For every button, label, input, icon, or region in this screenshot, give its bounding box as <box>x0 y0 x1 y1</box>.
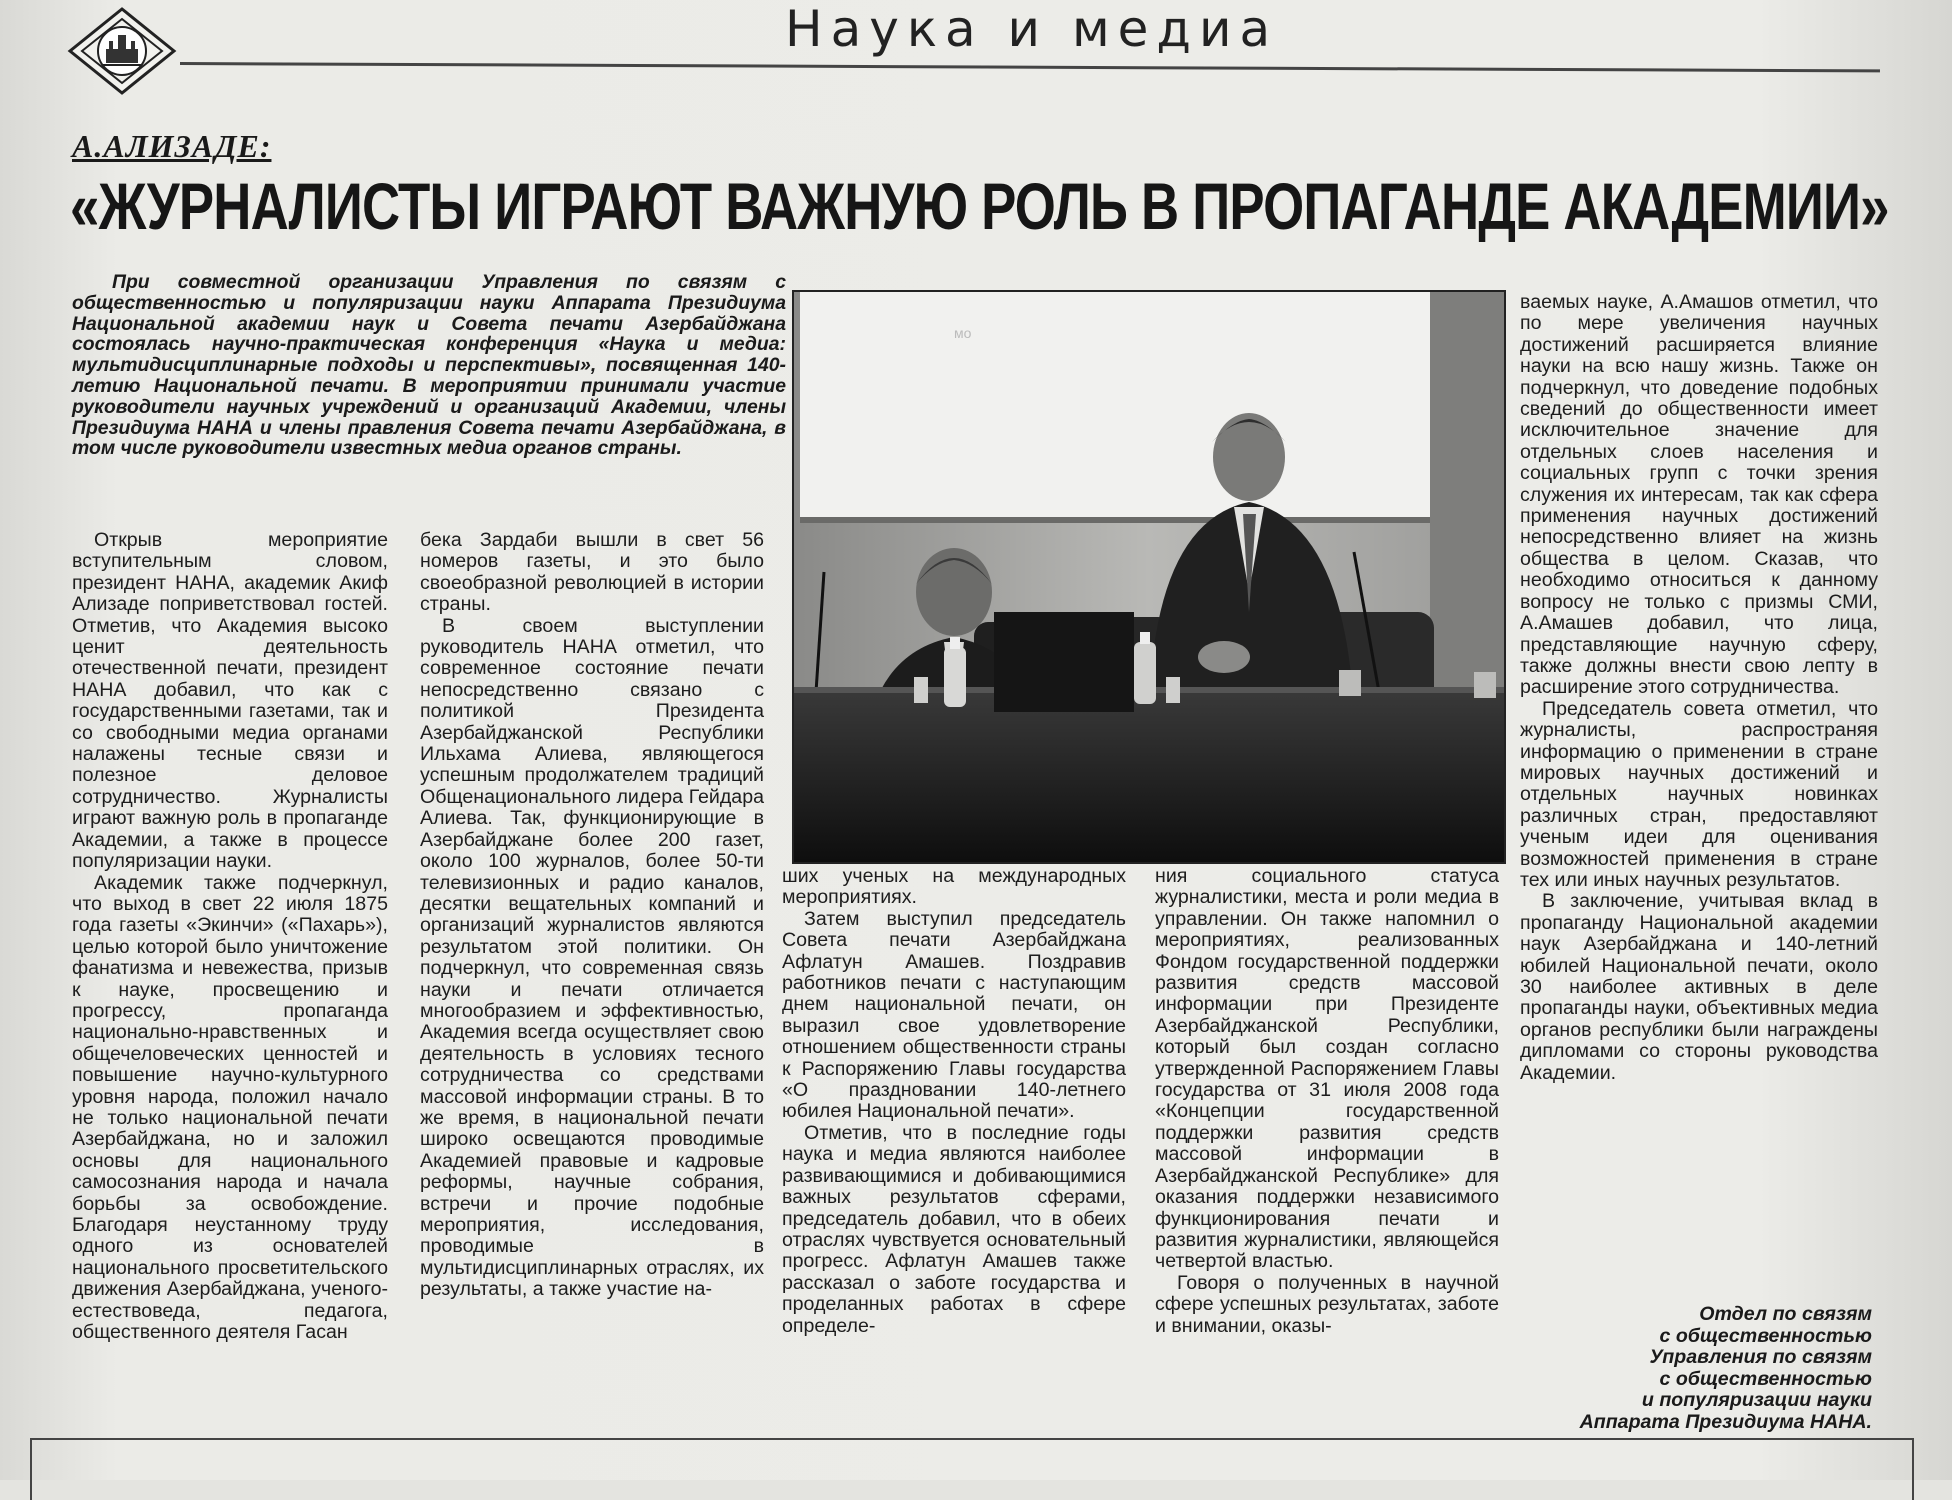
text-column-5 <box>1520 292 1878 1084</box>
paragraph: бека Зардаби вышли в свет 56 номеров газеты, и это было своеобразной революцией в истории страны. <box>420 529 764 616</box>
signature-line: Управления по связям <box>1649 1346 1872 1369</box>
signature-line: Аппарата Президиума НАНА. <box>1579 1410 1872 1433</box>
paragraph: Академик также подчеркнул, что выход в свет 22 июля 1875 года газеты «Экинчи» («Пахарь»), целью которой было уничтожение фанатизма и невежества, призыв к науке, просвещению и прогрессу, пропаганда национально-нравственных и общечеловеческих ценностей и повышение научно-культурного уровня народа, положил начало не только национальной печати Азербайджана, но и заложил основы для национального самосознания народа и начала борьбы за освобождение. Благодаря неустанному труду одного из основателей национального просветительского движения Азербайджана, ученого-естествоведа, педагога, общественного деятеля Гасан <box>72 871 388 1344</box>
text-column-3 <box>782 866 1126 1337</box>
conference-photo <box>792 290 1506 864</box>
paragraph: Председатель совета отметил, что журналисты, распространяя информацию о применении в стране мировых научных достижений и отдельных научных новинках различных стран, предоставляют ученым идеи для оценивания возможностей применения в стране тех или иных научных результатов. <box>1520 697 1878 891</box>
paragraph: Затем выступил председатель Совета печати Азербайджана Афлатун Амашев. Поздравив работников печати с наступающим днем национальной печати, он выразил свое удовлетворение отношением общественности страны к Распоряжению Главы государства «О праздновании 140-летнего юбилея Национальной печати». <box>782 907 1126 1123</box>
paragraph: Говоря о полученных в научной сфере успешных результатах, заботе и внимании, оказы- <box>1155 1271 1499 1337</box>
signature-line: с общественностью <box>1659 1324 1872 1347</box>
paragraph: ваемых науке, А.Амашов отметил, что по мере увеличения научных достижений расширяется влияние науки на всю нашу жизнь. Также он подчеркнул, что доведение подобных сведений до общественности имеет исключительное значение для отдельных слоев населения и социальных групп с точки зрения служения их интересам, так как сфера применения научных достижений непосредственно влияет на жизнь общества в целом. Сказав, что необходимо относиться к данному вопросу не только с призмы СМИ, А.Амашев добавил, что лица, представляющие научную сферу, также должны внести свою лепту в расширение этого сотрудничества. <box>1520 291 1878 699</box>
text-column-1 <box>72 530 388 1343</box>
article-lead: При совместной организации Управления по связям с общественностью и популяризации науки Аппарата Президиума Национальной академии наук и Совета печати Азербайджана состоялась научно-практическая конференция «Наука и медиа: мультидисциплинарные подходы и перспективы», посвященная 140-летию Национальной печати. В мероприятии принимали участие руководители научных учреждений и организаций Академии, члены Президиума НАНА и члены правления Совета печати Азербайджана, в том числе руководители известных медиа органов страны. <box>72 271 786 460</box>
paragraph: В своем выступлении руководитель НАНА отметил, что современное состояние печати непосредственно связано с политикой Президента Азербайджанской Республики Ильхама Алиева, являющегося успешным продолжателем традиций Общенационального лидера Гейдара Алиева. Так, функционирующие в Азербайджане более 200 газет, около 100 журналов, более 50-ти телевизионных и радио каналов, десятки вещательных компаний и организаций журналистов являются результатом этой политики. Он подчеркнул, что современная связь науки и печати отличается многообразием и эффективностью, Академия всегда осуществляет свою деятельность в условиях тесного сотрудничества со средствами массовой информации страны. В то же время, в национальной печати широко освещаются проводимые Академией правовые и кадровые реформы, научные собрания, встречи и прочие подобные мероприятия, исследования, проводимые в мультидисциплинарных отраслях, их результаты, а также участие на- <box>420 614 764 1301</box>
paragraph: Открыв мероприятие вступительным словом, президент НАНА, академик Акиф Ализаде поприветствовал гостей. Отметив, что Академия высоко ценит деятельность отечественной печати, президент НАНА добавил, что как с государственными газетами, так и со свободными медиа органами налажены тесные связи и полезное деловое сотрудничество. Журналисты играют важную роль в пропаганде Академии, а также в процессе популяризации науки. <box>72 529 388 873</box>
article-headline: «ЖУРНАЛИСТЫ ИГРАЮТ ВАЖНУЮ РОЛЬ В ПРОПАГАНДЕ АКАДЕМИИ» <box>70 169 1889 243</box>
section-title: Наука и медиа <box>785 0 1279 58</box>
text-column-2 <box>420 530 764 1301</box>
signature-line: с общественностью <box>1659 1367 1872 1390</box>
paragraph: В заключение, учитывая вклад в пропаганду Национальной академии наук Азербайджана и 140-летний юбилей Национальной печати, около 30 наиболее активных в деле пропаганды науки, объективных медиа органов республики были награждены дипломами со стороны руководства Академии. <box>1520 890 1878 1084</box>
academy-building-emblem-icon <box>62 5 182 97</box>
next-article-frame <box>30 1438 1914 1500</box>
article-signature <box>1520 1304 1872 1434</box>
signature-line: и популяризации науки <box>1641 1389 1872 1412</box>
paragraph: Отметив, что в последние годы наука и медиа являются наиболее развивающимися и добивающимися важных результатов сферами, председатель добавил, что в обеих отраслях чувствуется основательный прогресс. Афлатун Амашев также рассказал о заботе государства и проделанных работах в сфере определе- <box>782 1121 1126 1337</box>
text-column-4 <box>1155 866 1499 1337</box>
paragraph: ших ученых на международных мероприятиях. <box>782 865 1126 909</box>
signature-line: Отдел по связям <box>1699 1303 1872 1325</box>
article-byline: А.АЛИЗАДЕ: <box>72 128 272 164</box>
svg-text:мо: мо <box>954 325 972 341</box>
header-rule <box>180 62 1880 72</box>
paragraph: ния социального статуса журналистики, места и роли медиа в управлении. Он также напомнил о мероприятиях, реализованных Фондом государственной поддержки развития средств массовой информации при Президенте Азербайджанской Республики, который был создан согласно утвержденной Распоряжением Главы государства от 31 июля 2008 года «Концепции государственной поддержки развития средств массовой информации в Азербайджанской Республике» для оказания поддержки независимого функционирования печати и развития журналистики, являющейся четвертой властью. <box>1155 865 1499 1273</box>
